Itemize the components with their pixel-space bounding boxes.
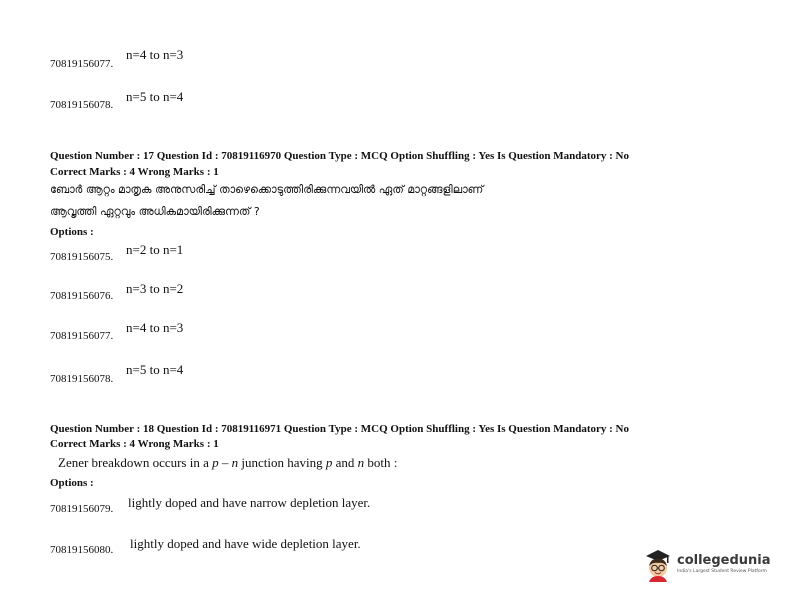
question-marks: Correct Marks : 4 Wrong Marks : 1 bbox=[50, 166, 219, 178]
question-text-part: both : bbox=[364, 455, 398, 470]
question-header: Question Number : 18 Question Id : 70819116971 Question Type : MCQ Option Shuffling : Yes Is Question Mandatory : No bbox=[50, 423, 629, 435]
question-text: ആവൃത്തി ഏറ്റവും അധികമായിരിക്കുന്നത് ? bbox=[50, 205, 260, 218]
question-marks: Correct Marks : 4 Wrong Marks : 1 bbox=[50, 438, 219, 450]
math-pn: p – n bbox=[212, 455, 239, 470]
question-header: Question Number : 17 Question Id : 70819116970 Question Type : MCQ Option Shuffling : Yes Is Question Mandatory : No bbox=[50, 150, 629, 162]
option-id: 70819156079. bbox=[50, 503, 114, 515]
question-text bbox=[58, 455, 397, 471]
option-text: n=5 to n=4 bbox=[126, 89, 184, 104]
question-text-part: junction having bbox=[238, 455, 326, 470]
option-id: 70819156080. bbox=[50, 544, 114, 556]
options-label: Options : bbox=[50, 477, 94, 489]
option-text: n=3 to n=2 bbox=[126, 281, 184, 296]
option-id: 70819156077. bbox=[50, 330, 114, 342]
logo-name: collegedunia bbox=[677, 553, 771, 568]
option-text: n=2 to n=1 bbox=[126, 242, 184, 257]
math-n: n bbox=[357, 455, 365, 470]
collegedunia-logo bbox=[643, 548, 771, 582]
option-text: n=5 to n=4 bbox=[126, 362, 184, 377]
logo-tagline: India's Largest Student Review Platform bbox=[677, 569, 767, 574]
options-label: Options : bbox=[50, 226, 94, 238]
question-text-part: and bbox=[332, 455, 358, 470]
option-text: lightly doped and have wide depletion layer. bbox=[130, 536, 361, 551]
option-id: 70819156078. bbox=[50, 99, 114, 111]
option-id: 70819156078. bbox=[50, 373, 114, 385]
question-text: ബോർ ആറ്റം മാതൃക അനുസരിച്ച് താഴെക്കൊടുത്തിരിക്കുന്നവയിൽ ഏത് മാറ്റങ്ങളിലാണ് bbox=[50, 183, 484, 196]
option-id: 70819156076. bbox=[50, 290, 114, 302]
question-text-part: Zener breakdown occurs in a bbox=[58, 455, 213, 470]
option-text: n=4 to n=3 bbox=[126, 320, 184, 335]
option-text: lightly doped and have narrow depletion layer. bbox=[128, 495, 371, 510]
option-id: 70819156075. bbox=[50, 251, 114, 263]
student-mascot-icon bbox=[643, 548, 673, 582]
option-text: n=4 to n=3 bbox=[126, 47, 184, 62]
option-id: 70819156077. bbox=[50, 58, 114, 70]
math-p: p bbox=[325, 455, 333, 470]
